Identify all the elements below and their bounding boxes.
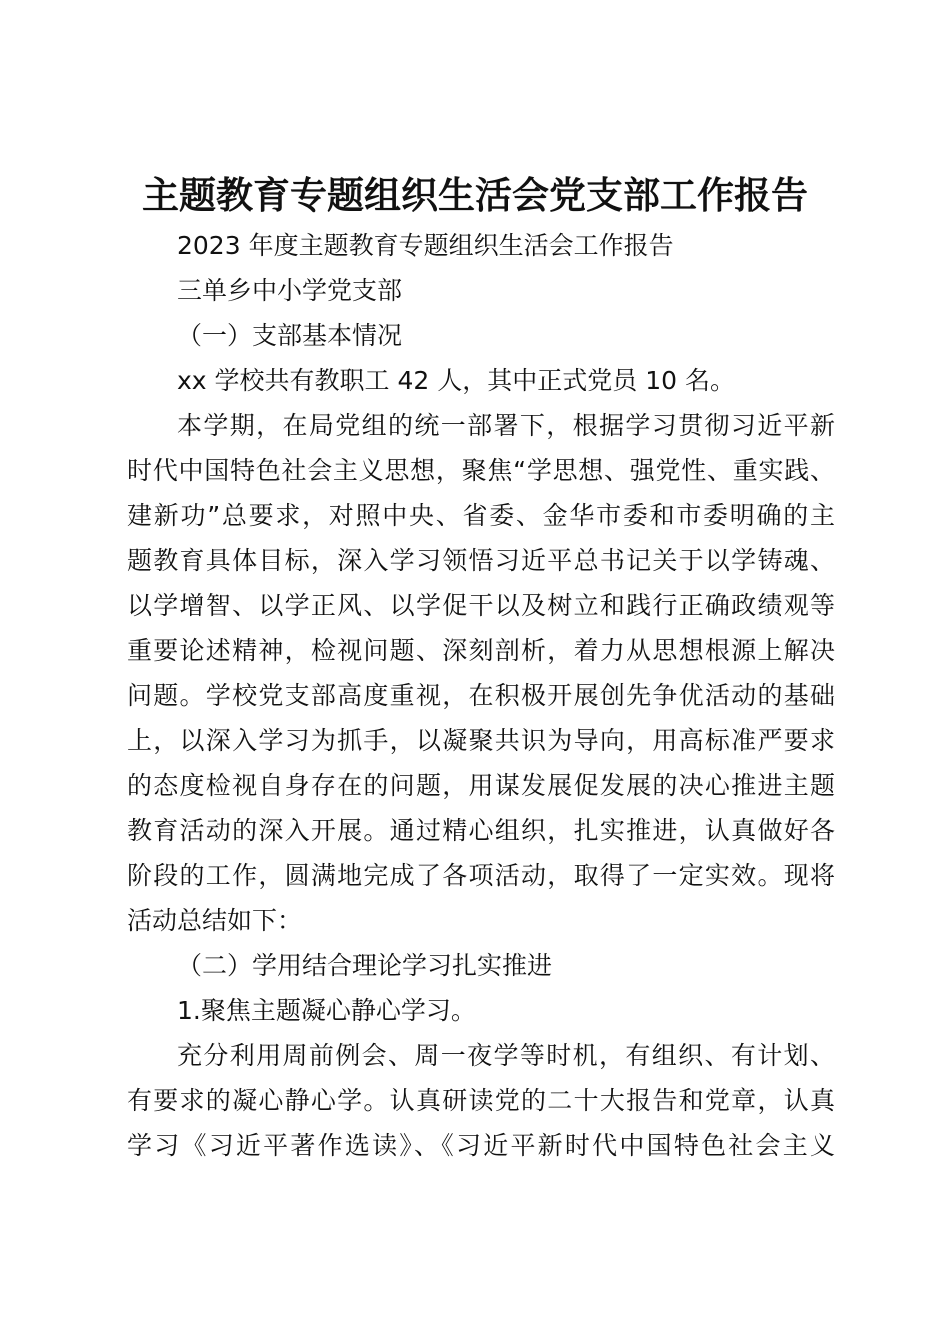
- paragraph-1-line: 以学增智、以学正风、以学促干以及树立和践行正确政绩观等: [127, 591, 835, 620]
- item-heading-1: [127, 988, 835, 1033]
- section-1-intro-text: xx 学校共有教职工 42 人，其中正式党员 10 名。: [177, 366, 735, 395]
- paragraph-1-line: 时代中国特色社会主义思想，聚焦“学思想、强党性、重实践、: [127, 456, 835, 485]
- paragraph-2-line: 学习《习近平著作选读》、《习近平新时代中国特色社会主义: [127, 1131, 835, 1160]
- report-subtitle: [127, 223, 835, 268]
- organization-name-text: 三单乡中小学党支部: [177, 276, 403, 305]
- paragraph-1-line: 活动总结如下：: [127, 906, 303, 935]
- paragraph-1-line: 上，以深入学习为抓手，以凝聚共识为导向，用高标准严要求: [127, 726, 835, 755]
- document-title: 主题教育专题组织生活会党支部工作报告: [142, 174, 808, 217]
- paragraph-2: [127, 1033, 835, 1168]
- item-heading-1-text: 1.聚焦主题凝心静心学习。: [177, 996, 476, 1025]
- paragraph-1-line: 教育活动的深入开展。通过精心组织，扎实推进，认真做好各: [127, 816, 835, 845]
- section-heading-1: [127, 313, 835, 358]
- document-body: [127, 223, 835, 1168]
- paragraph-1-line: 问题。学校党支部高度重视，在积极开展创先争优活动的基础: [127, 681, 835, 710]
- paragraph-1-line: 题教育具体目标，深入学习领悟习近平总书记关于以学铸魂、: [127, 546, 835, 575]
- section-heading-2: [127, 943, 835, 988]
- paragraph-1-line: 建新功”总要求，对照中央、省委、金华市委和市委明确的主: [127, 501, 835, 530]
- organization-name: [127, 268, 835, 313]
- section-1-intro: [127, 358, 835, 403]
- section-heading-1-text: （一）支部基本情况: [177, 321, 403, 350]
- report-subtitle-text: 2023 年度主题教育专题组织生活会工作报告: [177, 231, 674, 260]
- section-heading-2-text: （二）学用结合理论学习扎实推进: [177, 951, 553, 980]
- paragraph-2-line: 有要求的凝心静心学。认真研读党的二十大报告和党章，认真: [127, 1086, 835, 1115]
- paragraph-2-line: 充分利用周前例会、周一夜学等时机，有组织、有计划、: [177, 1041, 835, 1070]
- paragraph-1: [127, 403, 835, 943]
- paragraph-1-line: 重要论述精神，检视问题、深刻剖析，着力从思想根源上解决: [127, 636, 835, 665]
- paragraph-1-line: 的态度检视自身存在的问题，用谋发展促发展的决心推进主题: [127, 771, 835, 800]
- paragraph-1-line: 阶段的工作，圆满地完成了各项活动，取得了一定实效。现将: [127, 861, 835, 890]
- paragraph-1-line: 本学期，在局党组的统一部署下，根据学习贯彻习近平新: [177, 411, 835, 440]
